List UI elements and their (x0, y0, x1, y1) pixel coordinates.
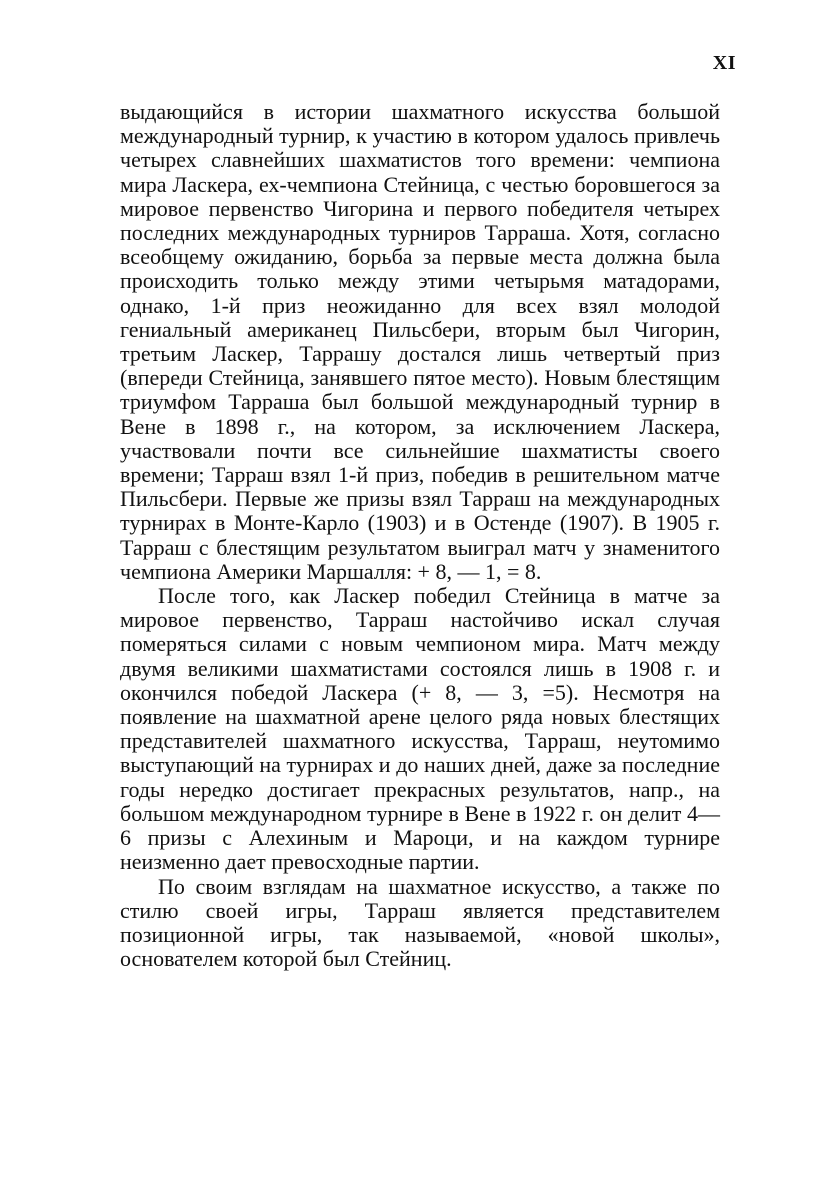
body-text (120, 100, 720, 971)
paragraph-continued: выдающийся в истории шахматного искусства большой международный турнир, к участию в котором удалось привлечь четырех славнейших шахматистов того времени: чемпиона мира Ласкера, ех-чемпиона Стейница, с честью боровшегося за мировое первенство Чигорина и первого победителя четырех последних международных турниров Тарраша. Хотя, согласно всеобщему ожиданию, борьба за первые места должна была происходить только между этими четырьмя матадорами, однако, 1-й приз неожиданно для всех взял молодой гениальный американец Пильсбери, вторым был Чигорин, третьим Ласкер, Таррашу достался лишь четвертый приз (впереди Стейница, занявшего пятое место). Новым блестящим триумфом Тарраша был большой международный турнир в Вене в 1898 г., на котором, за исключением Ласкера, участвовали почти все сильнейшие шахматисты своего времени; Тарраш взял 1-й приз, победив в решительном матче Пильсбери. Первые же призы взял Тарраш на международных турнирах в Монте-Карло (1903) и в Остенде (1907). В 1905 г. Тарраш с блестящим результатом выиграл матч у знаменитого чемпиона Америки Маршалля: + 8, — 1, = 8. (120, 99, 720, 584)
page-number: XI (712, 52, 736, 74)
paragraph-lasker-match: После того, как Ласкер победил Стейница в матче за мировое первенство, Тарраш настойчиво искал случая померяться силами с новым чемпионом мира. Матч между двумя великими шахматистами состоялся лишь в 1908 г. и окончился победой Ласкера (+ 8, — 3, =5). Несмотря на появление на шахматной арене целого ряда новых блестящих представителей шахматного искусства, Тарраш, неутомимо выступающий на турнирах и до наших дней, даже за последние годы нередко достигает прекрасных результатов, напр., на большом международном турнире в Вене в 1922 г. он делит 4—6 призы с Алехиным и Мароци, и на каждом турнире неизменно дает превосходные партии. (120, 583, 720, 875)
paragraph-style: По своим взглядам на шахматное искусство, а также по стилю своей игры, Тарраш является представителем позиционной игры, так называемой, «новой школы», основателем которой был Стейниц. (120, 873, 720, 972)
